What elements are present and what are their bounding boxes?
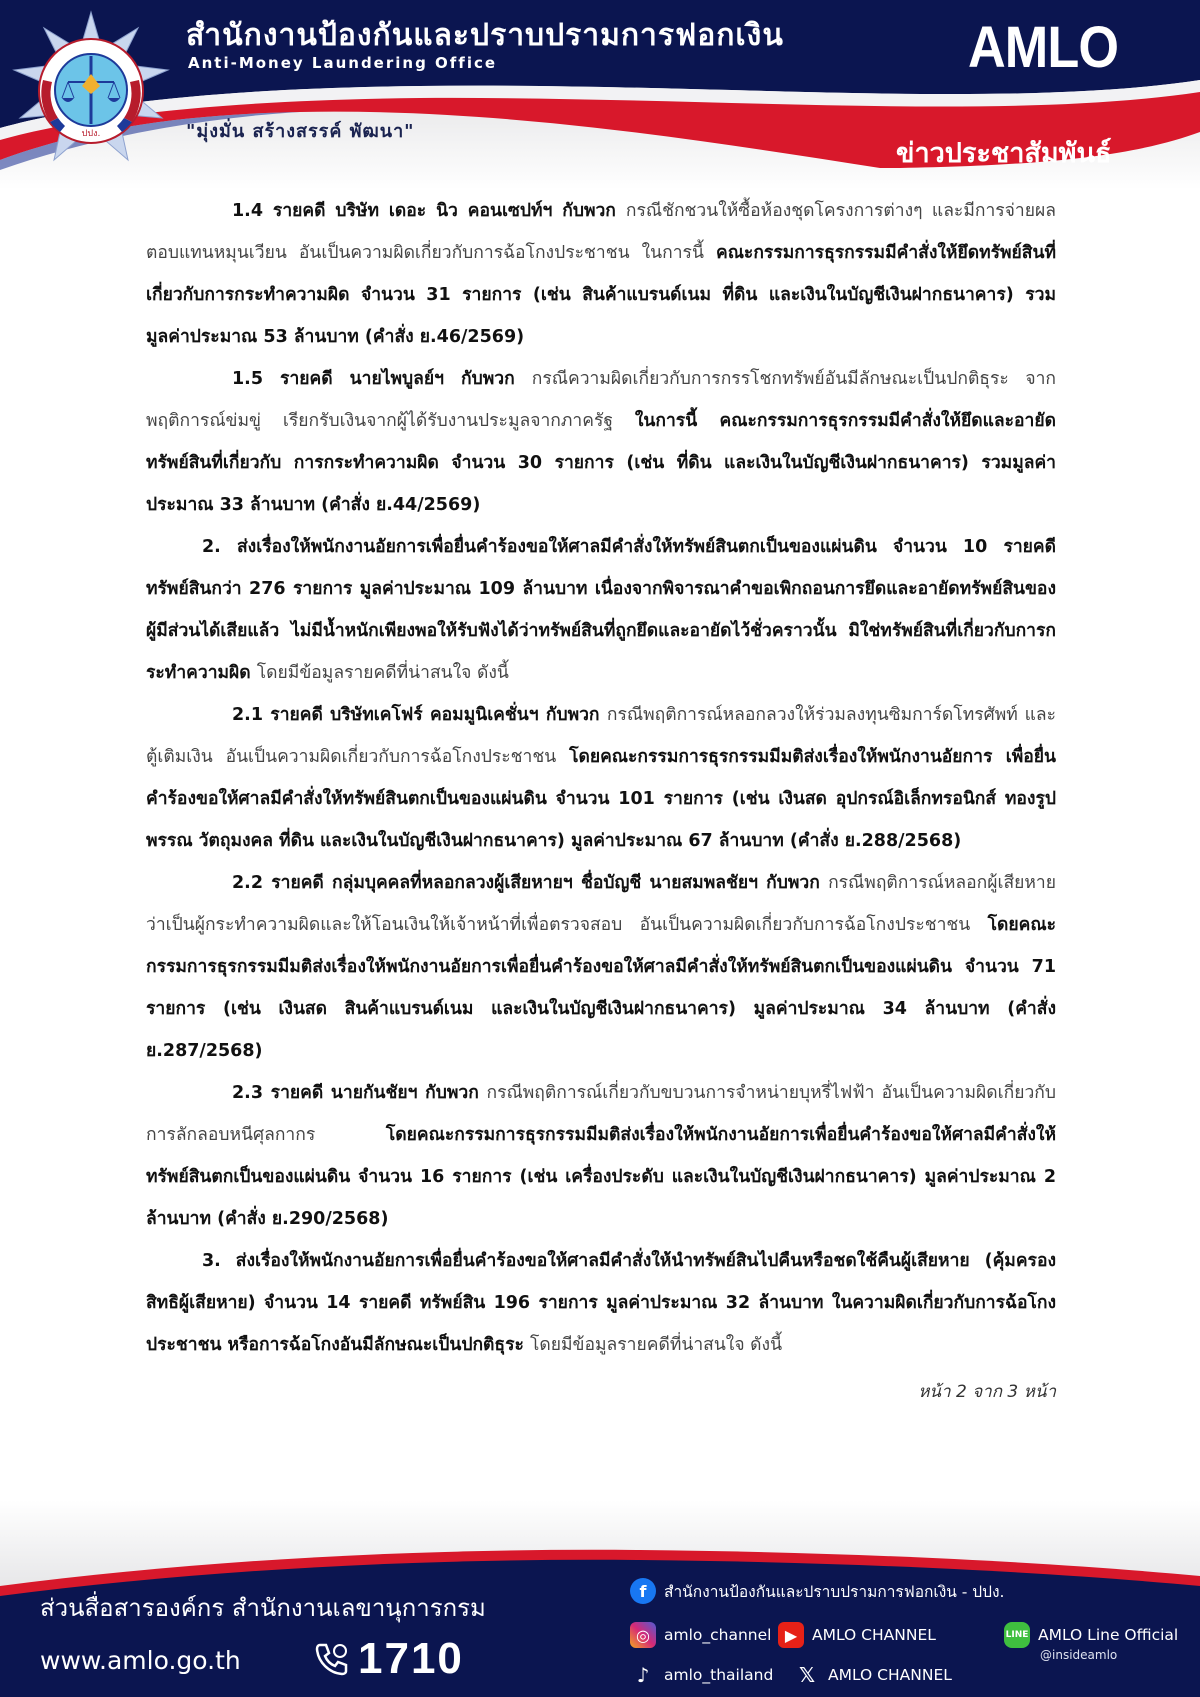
facebook-icon: f	[630, 1578, 656, 1604]
page-indicator: หน้า 2 จาก 3 หน้า	[918, 1382, 1056, 1402]
social-instagram[interactable]	[630, 1622, 771, 1648]
case-description: กรณีความผิดเกี่ยวกับการกรรโชกทรัพย์อันมีลักษณะเป็นปกติธุระ จากพฤติการณ์ข่มขู่ เรียกรับเงินจากผู้ได้รับงานประมูลจากภาครัฐ	[146, 369, 1056, 431]
x-icon: 𝕏	[798, 1663, 816, 1687]
paragraph-2-2	[146, 862, 1056, 1072]
committee-order: โดยคณะกรรมการธุรกรรมมีมติส่งเรื่องให้พนักงานอัยการ เพื่อยื่นคำร้องขอให้ศาลมีคำสั่งให้ทรัพย์สินตกเป็นของแผ่นดิน จำนวน 101 รายการ (เช่น เงินสด อุปกรณ์อิเล็กทรอนิกส์ ทองรูปพรรณ วัตถุมงคล ที่ดิน และเงินในบัญชีเงินฝากธนาคาร) มูลค่าประมาณ 67 ล้านบาท (คำสั่ง ย.288/2568)	[146, 747, 1056, 851]
section-heading: 2. ส่งเรื่องให้พนักงานอัยการเพื่อยื่นคำร้องขอให้ศาลมีคำสั่งให้ทรัพย์สินตกเป็นของแผ่นดิน จำนวน 10 รายคดี ทรัพย์สินกว่า 276 รายการ มูลค่าประมาณ 109 ล้านบาท เนื่องจากพิจารณาคำขอเพิกถอนการยึดและอายัดทรัพย์สินของผู้มีส่วนได้เสียแล้ว ไม่มีน้ำหนักเพียงพอให้รับฟังได้ว่าทรัพย์สินที่ถูกยึดและอายัดไว้ชั่วคราวนั้น มิใช่ทรัพย์สินที่เกี่ยวกับการกระทำความผิด	[146, 537, 1056, 683]
committee-order: โดยคณะกรรมการธุรกรรมมีมติส่งเรื่องให้พนักงานอัยการเพื่อยื่นคำร้องขอให้ศาลมีคำสั่งให้ทรัพย์สินตกเป็นของแผ่นดิน จำนวน 71 รายการ (เช่น เงินสด สินค้าแบรนด์เนม และเงินในบัญชีเงินฝากธนาคาร) มูลค่าประมาณ 34 ล้านบาท (คำสั่ง ย.287/2568)	[146, 915, 1056, 1061]
tiktok-icon: ♪	[636, 1663, 650, 1687]
social-facebook[interactable]	[630, 1578, 1004, 1604]
case-heading: 2.3 รายคดี นายกันชัยฯ กับพวก	[232, 1083, 487, 1103]
phone-icon	[312, 1639, 352, 1679]
social-line[interactable]	[1004, 1622, 1178, 1648]
tiktok-label: amlo_thailand	[664, 1666, 774, 1684]
section-lead-in: โดยมีข้อมูลรายคดีที่น่าสนใจ ดังนี้	[256, 663, 509, 683]
youtube-icon: ▶	[778, 1622, 804, 1648]
paragraph-3	[146, 1240, 1056, 1366]
case-heading: 1.5 รายคดี นายไพบูลย์ฯ กับพวก	[232, 369, 532, 389]
committee-order: โดยคณะกรรมการธุรกรรมมีมติส่งเรื่องให้พนักงานอัยการเพื่อยื่นคำร้องขอให้ศาลมีคำสั่งให้ทรัพย์สินตกเป็นของแผ่นดิน จำนวน 16 รายการ (เช่น เครื่องประดับ และเงินในบัญชีเงินฝากธนาคาร) มูลค่าประมาณ 2 ล้านบาท (คำสั่ง ย.290/2568)	[146, 1125, 1056, 1229]
section-heading: 3. ส่งเรื่องให้พนักงานอัยการเพื่อยื่นคำร้องขอให้ศาลมีคำสั่งให้นำทรัพย์สินไปคืนหรือชดใช้คืนผู้เสียหาย (คุ้มครองสิทธิผู้เสียหาย) จำนวน 14 รายคดี ทรัพย์สิน 196 รายการ มูลค่าประมาณ 32 ล้านบาท ในความผิดเกี่ยวกับการฉ้อโกงประชาชน หรือการฉ้อโกงอันมีลักษณะเป็นปกติธุระ	[146, 1251, 1056, 1355]
committee-order: คณะกรรมการธุรกรรมมีคำสั่งให้ยึดทรัพย์สินที่เกี่ยวกับการกระทำความผิด จำนวน 31 รายการ (เช่น สินค้าแบรนด์เนม ที่ดิน และเงินในบัญชีเงินฝากธนาคาร) รวมมูลค่าประมาณ 53 ล้านบาท (คำสั่ง ย.46/2569)	[146, 243, 1056, 347]
instagram-label: amlo_channel	[664, 1626, 772, 1644]
social-x[interactable]	[794, 1662, 952, 1688]
case-description: กรณีพฤติการณ์เกี่ยวกับขบวนการจำหน่ายบุหรี่ไฟฟ้า อันเป็นความผิดเกี่ยวกับการลักลอบหนีศุลกากร	[146, 1083, 1056, 1145]
hotline-number: 1710	[358, 1634, 464, 1683]
committee-order: ในการนี้ คณะกรรมการธุรกรรมมีคำสั่งให้ยึดและอายัดทรัพย์สินที่เกี่ยวกับ การกระทำความผิด จำนวน 30 รายการ (เช่น ที่ดิน และเงินในบัญชีเงินฝากธนาคาร) รวมมูลค่าประมาณ 33 ล้านบาท (คำสั่ง ย.44/2569)	[146, 411, 1056, 515]
section-label: ข่าวประชาสัมพันธ์	[896, 138, 1112, 169]
hotline[interactable]	[312, 1634, 464, 1684]
case-description: กรณีชักชวนให้ซื้อห้องชุดโครงการต่างๆ และมีการจ่ายผลตอบแทนหมุนเวียน อันเป็นความผิดเกี่ยวกับการฉ้อโกงประชาชน ในการนี้	[146, 201, 1056, 263]
case-heading: 2.2 รายคดี กลุ่มบุคคลที่หลอกลวงผู้เสียหายฯ ชื่อบัญชี นายสมพลชัยฯ กับพวก	[232, 873, 829, 893]
line-icon: LINE	[1004, 1622, 1030, 1648]
paragraph-2-3	[146, 1072, 1056, 1240]
svg-text:ปปง.: ปปง.	[81, 129, 101, 139]
case-description: กรณีพฤติการณ์หลอกลวงให้ร่วมลงทุนซิมการ์ดโทรศัพท์ และตู้เติมเงิน อันเป็นความผิดเกี่ยวกับการฉ้อโกงประชาชน	[146, 705, 1056, 767]
paragraph-2	[146, 526, 1056, 694]
paragraph-2-1	[146, 694, 1056, 862]
case-heading: 1.4 รายคดี บริษัท เดอะ นิว คอนเซปท์ฯ กับพวก	[232, 201, 626, 221]
section-lead-in: โดยมีข้อมูลรายคดีที่น่าสนใจ ดังนี้	[529, 1335, 783, 1355]
case-description: กรณีพฤติการณ์หลอกผู้เสียหายว่าเป็นผู้กระทำความผิดและให้โอนเงินให้เจ้าหน้าที่เพื่อตรวจสอบ อันเป็นความผิดเกี่ยวกับการฉ้อโกงประชาชน	[146, 873, 1056, 935]
youtube-label: AMLO CHANNEL	[812, 1626, 936, 1644]
slogan: "มุ่งมั่น สร้างสรรค์ พัฒนา"	[186, 121, 415, 142]
instagram-icon: ◎	[630, 1622, 656, 1648]
paragraph-1-4	[146, 190, 1056, 358]
amlo-emblem-icon	[10, 10, 172, 172]
social-youtube[interactable]	[778, 1622, 936, 1648]
case-heading: 2.1 รายคดี บริษัทเคโฟร์ คอมมูนิเคชั่นฯ กับพวก	[232, 705, 607, 725]
line-label: AMLO Line Official	[1038, 1626, 1179, 1644]
org-name-thai: สำนักงานป้องกันและปราบปรามการฟอกเงิน	[186, 18, 784, 53]
x-label: AMLO CHANNEL	[828, 1666, 952, 1684]
press-release-body	[146, 190, 1056, 1404]
footer-banner	[0, 1500, 1200, 1697]
org-name-english: Anti-Money Laundering Office	[188, 54, 498, 72]
paragraph-1-5	[146, 358, 1056, 526]
website-link[interactable]: www.amlo.go.th	[40, 1646, 241, 1675]
line-handle: @insideamlo	[1040, 1648, 1118, 1662]
header-banner	[0, 0, 1200, 190]
brand-wordmark: AMLO	[968, 15, 1119, 80]
facebook-label: สำนักงานป้องกันและปราบปรามการฟอกเงิน - ปปง.	[664, 1582, 1005, 1601]
social-tiktok[interactable]	[630, 1662, 773, 1688]
department-name: ส่วนสื่อสารองค์กร สำนักงานเลขานุการกรม	[40, 1594, 486, 1622]
